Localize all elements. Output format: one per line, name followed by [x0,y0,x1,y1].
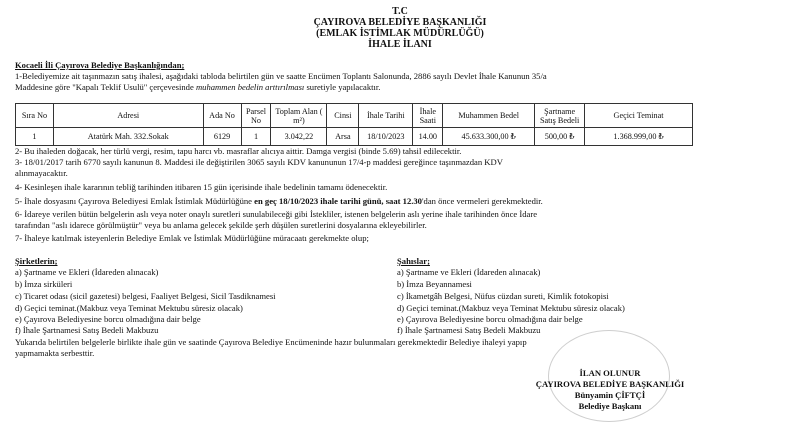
header-tc: T.C [392,6,408,17]
table-cell: 18/10/2023 [359,128,413,146]
companies-item: b) İmza sirküleri [15,279,73,289]
addressee: Kocaeli İli Çayırova Belediye Başkanlığından; [15,60,185,70]
table-cell: 1 [16,128,54,146]
companies-item: a) Şartname ve Ekleri (İdareden alınacak) [15,267,159,277]
signature-announce: İLAN OLUNUR [579,368,641,378]
paragraph-5-pre: 5- İhale dosyasını Çayırova Belediyesi Emlak İstimlak Müdürlüğüne [15,196,255,206]
table-header-row [16,104,693,128]
individuals-title: Şahıslar; [397,256,430,266]
table-header: İhale Tarihi [359,104,413,128]
signature-mayor-name: Bünyamin ÇİFTÇİ [574,390,646,400]
table-cell: 500,00 ₺ [535,128,585,146]
paragraph-1-emphasis: muhammen bedelin arttırılması [195,82,305,92]
table-header: Muhammen Bedel [443,104,535,128]
signature-municipality: ÇAYIROVA BELEDİYE BAŞKANLIĞI [535,379,685,389]
companies-item: e) Çayırova Belediyesine borcu olmadığına dair belge [15,314,201,324]
table-header: İhale Saati [413,104,443,128]
paragraph-1-pre: Maddesine göre "Kapalı Teklif Usulü" çerçevesinde [15,82,196,92]
table-cell: 6129 [203,128,241,146]
individuals-item: e) Çayırova Belediyesine borcu olmadığına dair belge [397,314,583,324]
paragraph-1-line-1: 1-Belediyemize ait taşınmazın satış ihalesi, aşağıdaki tabloda belirtilen gün ve saatte Encümen Toplantı Salonunda, 2886 sayılı Devlet İhale Kanunun 35/a [15,71,547,81]
table-header: Cinsi [327,104,359,128]
table-header: Ada No [203,104,241,128]
paragraph-5-post: 'dan önce vermeleri gerekmektedir. [421,196,543,206]
companies-item: f) İhale Şartnamesi Satış Bedeli Makbuzu [15,325,159,335]
header-department: (EMLAK İSTİMLAK MÜDÜRLÜĞÜ) [316,28,484,39]
table-cell: Arsa [327,128,359,146]
individuals-item: c) İkametgâh Belgesi, Nüfus cüzdan sureti, Kimlik fotokopisi [397,291,609,301]
individuals-item: a) Şartname ve Ekleri (İdareden alınacak) [397,267,541,277]
paragraph-6-line-1: 6- İdareye verilen bütün belgelerin aslı veya noter onaylı suretleri sunulabileceği gibi İstekliler, istenen belgelerin aslı yerine ihale tarihinden önce İdare [15,209,538,219]
table-cell: 1 [241,128,271,146]
paragraph-4: 4- Kesinleşen ihale kararının tebliğ tarihinden itibaren 15 gün içerisinde ihale bedelinin tamamı ödenecektir. [15,182,388,192]
paragraph-5-deadline: en geç 18/10/2023 ihale tarihi günü, saat 12.30 [254,196,422,206]
individuals-item: b) İmza Beyannamesi [397,279,472,289]
paragraph-1-post: suretiyle yapılacaktır. [304,82,381,92]
property-table [15,103,693,146]
closing-line-1: Yukarıda belirtilen belgelerle birlikte ihale gün ve saatinde Çayırova Belediye Encümeninde hazır bulunmaları gerekmektedir Belediye ihaleyi yapıp [15,337,527,347]
signature-mayor-title: Belediye Başkanı [578,401,642,411]
table-row [16,128,693,146]
table-cell: Atatürk Mah. 332.Sokak [53,128,203,146]
paragraph-7: 7- İhaleye katılmak isteyenlerin Belediye Emlak ve İstimlak Müdürlüğüne müracaatı gerekmekte olup; [15,233,369,243]
companies-item: d) Geçici teminat.(Makbuz veya Teminat Mektubu süresiz olacak) [15,303,243,313]
paragraph-3-line-1: 3- 18/01/2017 tarih 6770 sayılı kanunun 8. Maddesi ile değiştirilen 3065 sayılı KDV kanununun 17/4-p maddesi gereğince taşınmazdan KDV [15,157,503,167]
table-header: Toplam Alan ( m²) [271,104,327,128]
table-header: Adresi [53,104,203,128]
paragraph-3-line-2: alınmayacaktır. [15,168,68,178]
table-header: Parsel No [241,104,271,128]
table-cell: 45.633.300,00 ₺ [443,128,535,146]
companies-title: Şirketlerin; [15,256,58,266]
table-cell: 3.042,22 [271,128,327,146]
table-header: Sıra No [16,104,54,128]
paragraph-6-line-2: tarafından "aslı idarece görülmüştür" veya bu anlama gelecek şekilde şerh düşülen suretlerini dosyalarına ekleyebilirler. [15,220,427,230]
table-header: Şartname Satış Bedeli [535,104,585,128]
paragraph-2: 2- Bu ihaleden doğacak, her türlü vergi, resim, tapu harcı vb. masraflar alıcıya aittir. Damga vergisi (binde 5.69) tahsil edilecektir. [15,146,462,156]
individuals-item: f) İhale Şartnamesi Satış Bedeli Makbuzu [397,325,541,335]
individuals-item: d) Geçici teminat.(Makbuz veya Teminat Mektubu süresiz olacak) [397,303,625,313]
table-header: Geçici Teminat [585,104,693,128]
closing-line-2: yapmamakta serbesttir. [15,348,95,358]
companies-item: c) Ticaret odası (sicil gazetesi) belgesi, Faaliyet Belgesi, Sicil Tasdiknamesi [15,291,276,301]
paragraph-1-line-2 [15,82,380,92]
header-notice-title: İHALE İLANI [368,39,432,50]
paragraph-5 [15,196,543,206]
table-cell: 1.368.999,00 ₺ [585,128,693,146]
table-cell: 14.00 [413,128,443,146]
header-municipality: ÇAYIROVA BELEDİYE BAŞKANLIĞI [313,17,487,28]
